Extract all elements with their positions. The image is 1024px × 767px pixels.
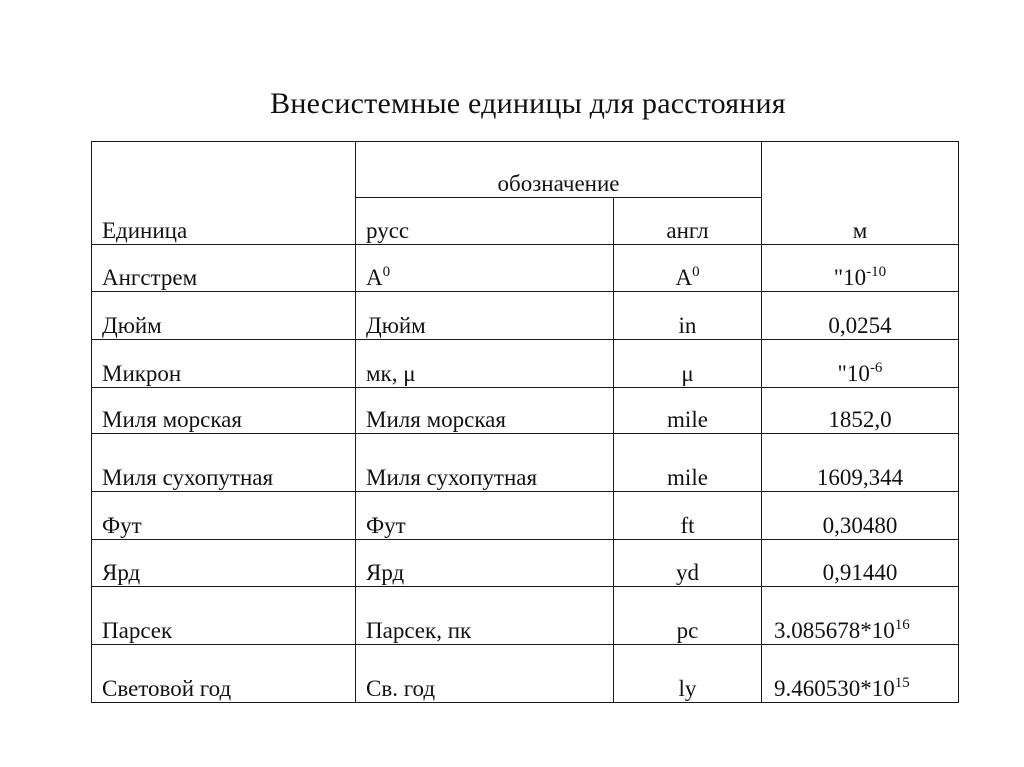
unit-name: Миля сухопутная bbox=[92, 434, 356, 492]
unit-value bbox=[762, 492, 959, 540]
unit-eng bbox=[614, 492, 762, 540]
eng-text: A bbox=[675, 265, 693, 290]
table-row bbox=[92, 645, 959, 703]
unit-value bbox=[762, 292, 959, 340]
value-text: 3.085678*10 bbox=[774, 618, 895, 643]
unit-eng bbox=[614, 587, 762, 645]
value-text: "10 bbox=[833, 265, 867, 290]
unit-name: Ангстрем bbox=[92, 245, 356, 292]
rus-text: A bbox=[366, 265, 383, 290]
unit-name: Парсек bbox=[92, 587, 356, 645]
unit-rus bbox=[356, 388, 614, 434]
value-exponent: 16 bbox=[894, 617, 910, 633]
eng-text: μ bbox=[681, 361, 694, 386]
unit-rus bbox=[356, 292, 614, 340]
header-meters: м bbox=[762, 142, 959, 245]
unit-value bbox=[762, 587, 959, 645]
units-table bbox=[91, 141, 959, 703]
table-row bbox=[92, 388, 959, 434]
unit-name: Фут bbox=[92, 492, 356, 540]
rus-text: Св. год bbox=[366, 676, 436, 701]
unit-rus bbox=[356, 492, 614, 540]
value-text: 1609,344 bbox=[816, 465, 904, 490]
unit-eng bbox=[614, 245, 762, 292]
unit-value bbox=[762, 340, 959, 388]
table-row bbox=[92, 340, 959, 388]
page-title: Внесистемные единицы для расстояния bbox=[270, 87, 786, 120]
eng-text: ly bbox=[678, 676, 697, 701]
unit-value bbox=[762, 388, 959, 434]
value-text: 0,0254 bbox=[828, 313, 892, 338]
value-exponent: -6 bbox=[869, 360, 883, 376]
rus-text: Дюйм bbox=[366, 313, 426, 338]
eng-text: in bbox=[678, 313, 697, 338]
value-text: "10 bbox=[837, 361, 870, 386]
unit-rus bbox=[356, 340, 614, 388]
eng-sup: 0 bbox=[692, 264, 700, 280]
unit-value bbox=[762, 434, 959, 492]
eng-text: ft bbox=[680, 513, 695, 538]
table-row bbox=[92, 292, 959, 340]
value-text: 9.460530*10 bbox=[774, 676, 895, 701]
value-text: 0,91440 bbox=[822, 560, 898, 585]
rus-sup: 0 bbox=[382, 264, 391, 280]
rus-text: мк, μ bbox=[366, 361, 416, 386]
unit-value bbox=[762, 245, 959, 292]
unit-name: Световой год bbox=[92, 645, 356, 703]
header-eng: англ bbox=[614, 198, 762, 245]
header-rus: русс bbox=[356, 198, 614, 245]
unit-eng bbox=[614, 645, 762, 703]
unit-rus bbox=[356, 434, 614, 492]
eng-text: mile bbox=[667, 465, 708, 490]
unit-rus bbox=[356, 540, 614, 587]
rus-text: Фут bbox=[366, 513, 406, 538]
unit-eng bbox=[614, 434, 762, 492]
unit-eng bbox=[614, 340, 762, 388]
rus-text: Миля сухопутная bbox=[366, 465, 538, 490]
unit-name: Миля морская bbox=[92, 388, 356, 434]
rus-text: Миля морская bbox=[366, 407, 506, 432]
value-exponent: -10 bbox=[866, 264, 887, 280]
eng-text: yd bbox=[676, 560, 699, 585]
table-row bbox=[92, 587, 959, 645]
table-row bbox=[92, 540, 959, 587]
rus-text: Ярд bbox=[366, 560, 405, 585]
eng-text: pc bbox=[676, 618, 699, 643]
eng-text: mile bbox=[667, 407, 708, 432]
unit-value bbox=[762, 645, 959, 703]
unit-rus bbox=[356, 587, 614, 645]
value-text: 0,30480 bbox=[822, 513, 898, 538]
rus-text: Парсек, пк bbox=[366, 618, 472, 643]
table-row bbox=[92, 492, 959, 540]
unit-name: Микрон bbox=[92, 340, 356, 388]
unit-eng bbox=[614, 388, 762, 434]
unit-name: Ярд bbox=[92, 540, 356, 587]
unit-eng bbox=[614, 540, 762, 587]
header-unit: Единица bbox=[92, 142, 356, 245]
header-row-top bbox=[92, 142, 959, 198]
unit-name: Дюйм bbox=[92, 292, 356, 340]
table-row bbox=[92, 434, 959, 492]
unit-rus bbox=[356, 245, 614, 292]
unit-value bbox=[762, 540, 959, 587]
header-designation: обозначение bbox=[356, 142, 762, 198]
unit-eng bbox=[614, 292, 762, 340]
table-row bbox=[92, 245, 959, 292]
value-text: 1852,0 bbox=[828, 407, 892, 432]
unit-rus bbox=[356, 645, 614, 703]
value-exponent: 15 bbox=[894, 675, 910, 691]
